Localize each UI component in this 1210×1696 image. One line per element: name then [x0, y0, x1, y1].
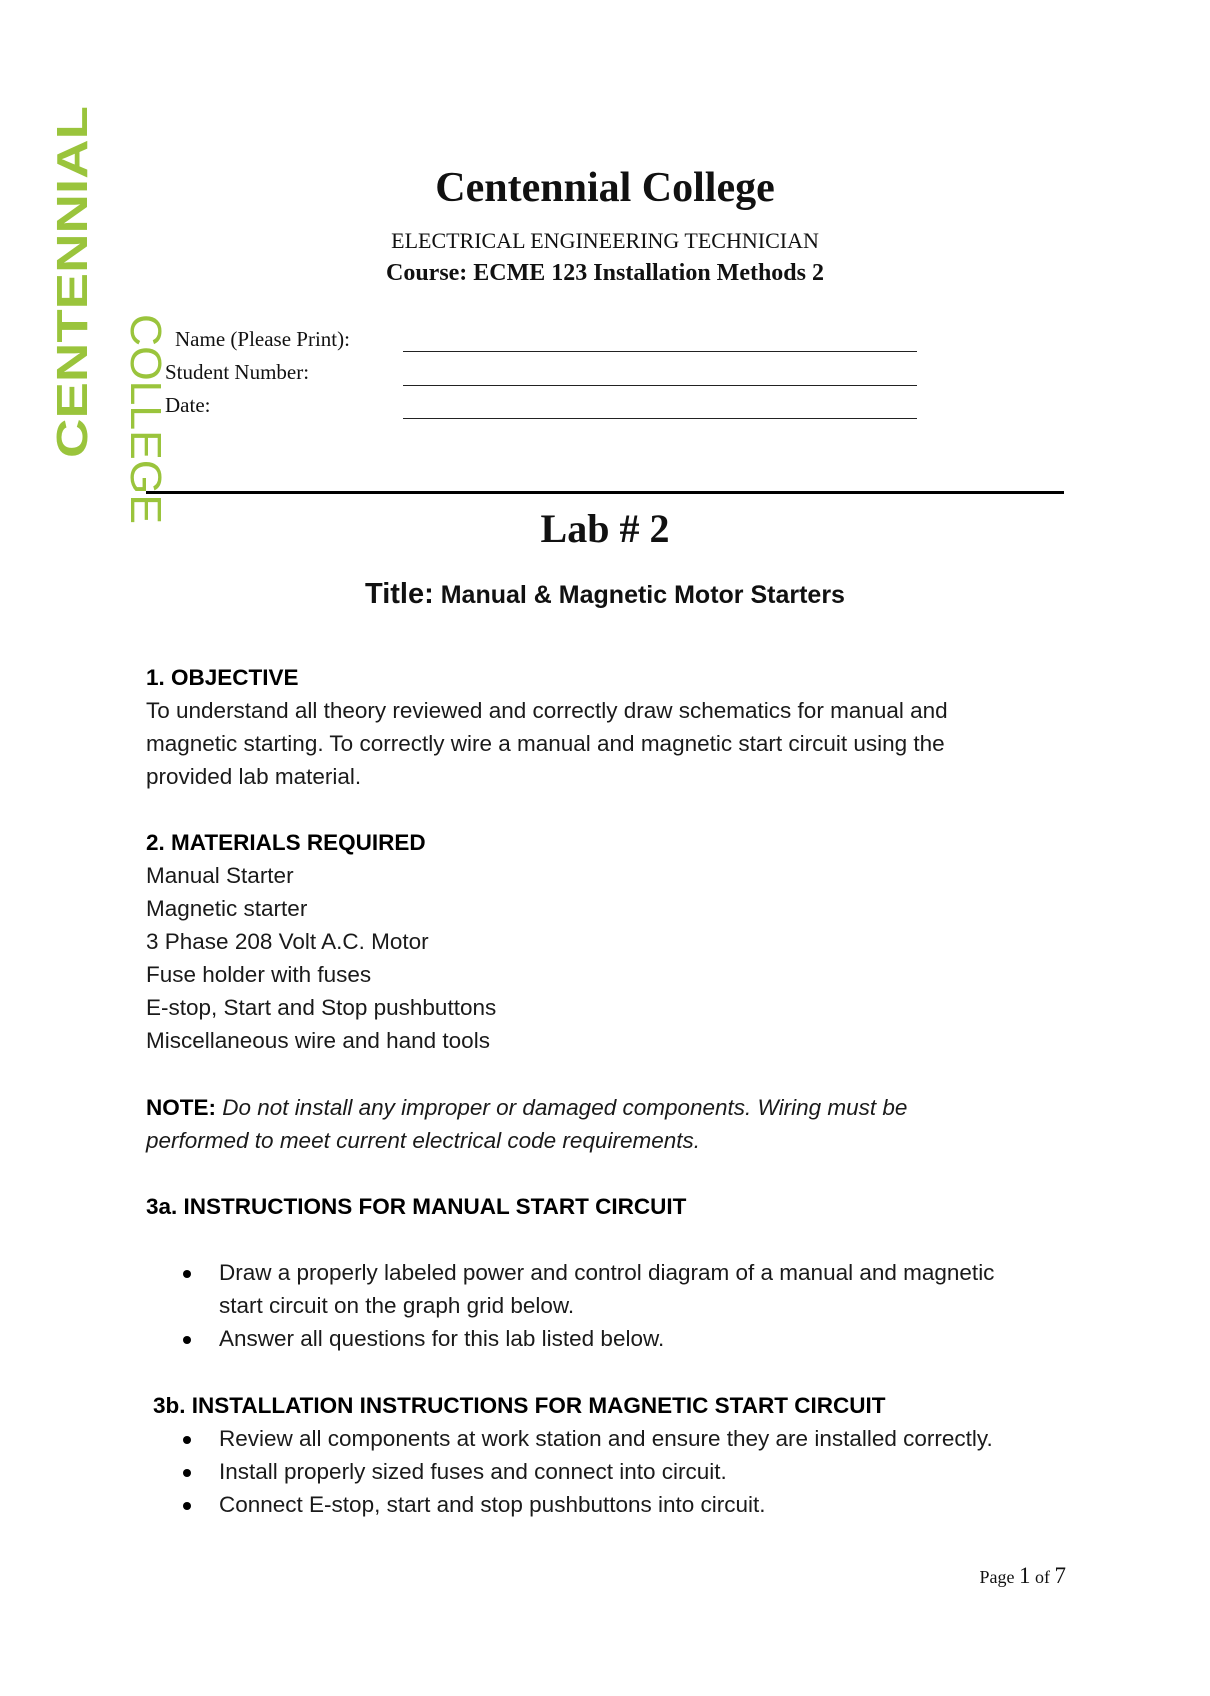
material-item: Manual Starter: [146, 863, 294, 888]
list-item-line: Install properly sized fuses and connect into circuit.: [219, 1459, 727, 1484]
objective-section: [146, 661, 1086, 793]
lab-title-text: Manual & Magnetic Motor Starters: [440, 581, 845, 609]
page-word: Page: [979, 1567, 1015, 1587]
student-number-field[interactable]: [403, 385, 917, 386]
objective-line: magnetic starting. To correctly wire a manual and magnetic start circuit using the: [146, 731, 945, 756]
note-text-line2: performed to meet current electrical code requirements.: [146, 1128, 700, 1153]
list-item: [146, 1488, 1126, 1521]
section-3a-heading: 3a. INSTRUCTIONS FOR MANUAL START CIRCUIT: [146, 1194, 687, 1219]
note-text-line1: Do not install any improper or damaged components. Wiring must be: [222, 1095, 908, 1120]
list-item-line: Answer all questions for this lab listed below.: [219, 1326, 665, 1351]
page-number: [980, 1563, 1067, 1589]
lab-number: Lab # 2: [540, 506, 670, 551]
college-title: Centennial College: [435, 165, 775, 211]
objective-heading: 1. OBJECTIVE: [146, 665, 299, 690]
bullet-icon: [183, 1436, 191, 1444]
objective-line: To understand all theory reviewed and correctly draw schematics for manual and: [146, 698, 948, 723]
material-item: E-stop, Start and Stop pushbuttons: [146, 995, 497, 1020]
list-item: [146, 1422, 1126, 1455]
program-name: ELECTRICAL ENGINEERING TECHNICIAN: [391, 228, 819, 253]
list-item-line: Connect E-stop, start and stop pushbuttons into circuit.: [219, 1492, 766, 1517]
bullet-icon: [183, 1336, 191, 1344]
bullet-icon: [183, 1469, 191, 1477]
date-label: Date:: [165, 393, 211, 417]
section-3b-list: [146, 1422, 1126, 1521]
logo-line-college: COLLEGE: [121, 314, 170, 522]
current-page: 1: [1019, 1563, 1031, 1588]
lab-title-label: Title:: [365, 578, 434, 610]
material-item: 3 Phase 208 Volt A.C. Motor: [146, 929, 429, 954]
logo-line-centennial: CENTENNIAL: [48, 174, 97, 458]
material-item: Miscellaneous wire and hand tools: [146, 1028, 490, 1053]
name-label: Name (Please Print):: [175, 327, 350, 351]
section-3a-list: [146, 1256, 1126, 1355]
section-3b-heading: 3b. INSTALLATION INSTRUCTIONS FOR MAGNETIC START CIRCUIT: [153, 1393, 886, 1418]
section-3b-list-wrap: [146, 1422, 1126, 1521]
material-item: Magnetic starter: [146, 896, 308, 921]
objective-line: provided lab material.: [146, 764, 362, 789]
total-pages: 7: [1054, 1563, 1066, 1588]
note-section: [146, 1091, 1086, 1157]
material-item: Fuse holder with fuses: [146, 962, 372, 987]
student-number-label: Student Number:: [165, 360, 310, 384]
list-item-line: Review all components at work station and ensure they are installed correctly.: [219, 1426, 993, 1451]
date-field[interactable]: [403, 418, 917, 419]
section-3b: [153, 1389, 1133, 1422]
of-word: of: [1035, 1567, 1050, 1587]
list-item: [146, 1322, 1126, 1355]
list-item-line: Draw a properly labeled power and control diagram of a manual and magnetic: [219, 1260, 995, 1285]
materials-heading: 2. MATERIALS REQUIRED: [146, 830, 426, 855]
course-title: Course: ECME 123 Installation Methods 2: [385, 260, 824, 286]
name-field[interactable]: [403, 351, 917, 352]
list-item: [146, 1455, 1126, 1488]
section-3a: [146, 1190, 1126, 1355]
note-label: NOTE:: [146, 1095, 216, 1120]
bullet-icon: [183, 1502, 191, 1510]
list-item: [146, 1256, 1126, 1322]
list-item-line: start circuit on the graph grid below.: [219, 1293, 575, 1318]
header-divider: [146, 491, 1064, 494]
lab-title: [0, 578, 1210, 611]
materials-section: [146, 826, 1086, 1057]
bullet-icon: [183, 1270, 191, 1278]
